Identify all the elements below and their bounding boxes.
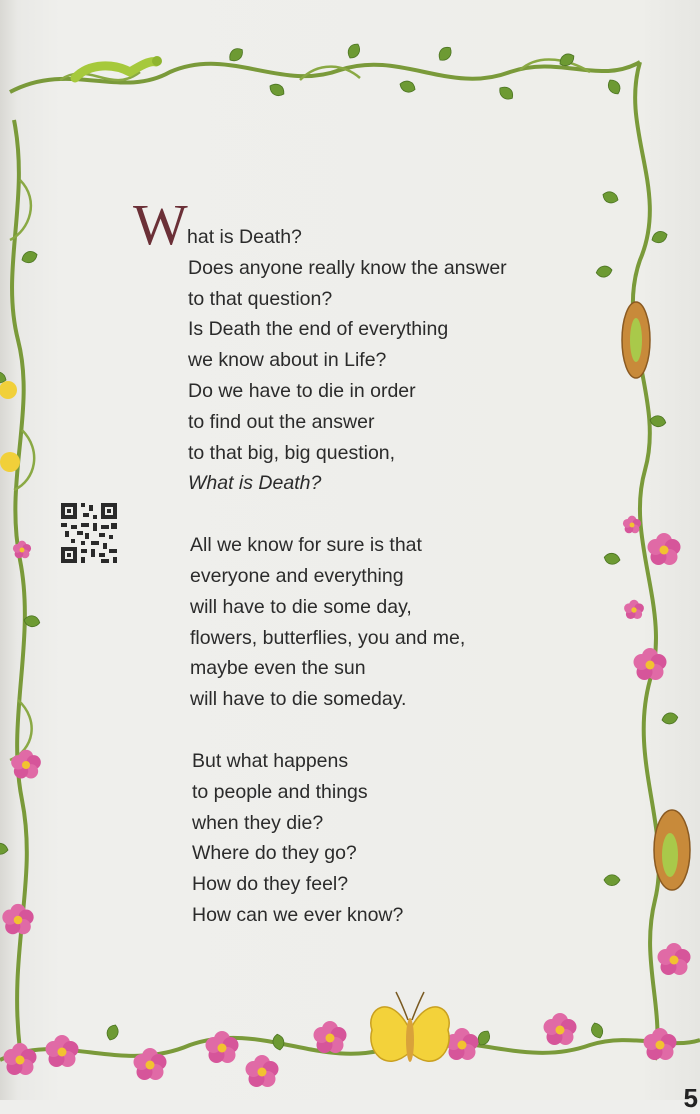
qr-code-icon[interactable] bbox=[61, 503, 117, 563]
poem-line: everyone and everything bbox=[190, 564, 404, 587]
poem-line: we know about in Life? bbox=[188, 349, 387, 372]
poem-line: hat is Death? bbox=[187, 226, 302, 248]
stanza-2 bbox=[190, 530, 588, 715]
poem-line: Where do they go? bbox=[192, 842, 357, 865]
butterfly-icon bbox=[371, 992, 449, 1062]
drop-cap: W bbox=[133, 192, 188, 257]
poem-line: All we know for sure is that bbox=[190, 534, 422, 557]
poem-line: What is Death? bbox=[188, 472, 322, 495]
stanza-1 bbox=[188, 222, 588, 499]
poem-line: flowers, butterflies, you and me, bbox=[190, 626, 466, 649]
poem-line: to that question? bbox=[188, 287, 333, 310]
poem-line: to that big, big question, bbox=[188, 441, 396, 464]
poem-line: to find out the answer bbox=[188, 410, 375, 433]
poem-line: maybe even the sun bbox=[190, 657, 366, 680]
poem-line: Do we have to die in order bbox=[188, 379, 416, 402]
poem-line: Does anyone really know the answer bbox=[188, 256, 507, 279]
poem-line: to people and things bbox=[192, 780, 368, 803]
cocoon-icon bbox=[622, 302, 690, 890]
poem-text bbox=[188, 222, 588, 931]
poem-line: when they die? bbox=[192, 811, 324, 834]
poem-line: But what happens bbox=[192, 749, 349, 772]
poem-line: will have to die some day, bbox=[190, 595, 412, 618]
page-number: 5 bbox=[683, 1083, 698, 1113]
stanza-3 bbox=[192, 746, 588, 931]
poem-line: will have to die someday. bbox=[190, 688, 407, 711]
poem-line: Is Death the end of everything bbox=[188, 318, 449, 341]
poem-line: How can we ever know? bbox=[192, 903, 404, 926]
poem-line: How do they feel? bbox=[192, 873, 349, 896]
